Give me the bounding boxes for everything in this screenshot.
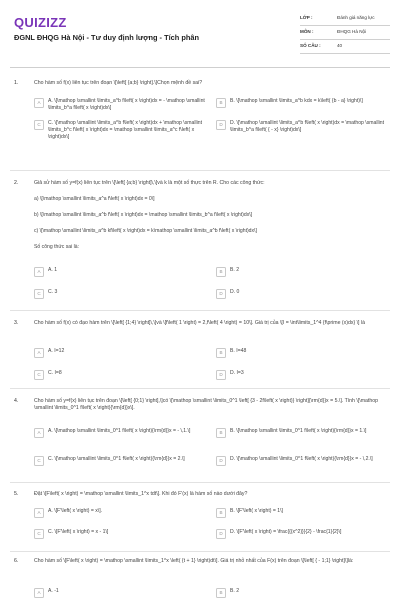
- option-a-box[interactable]: A: [34, 98, 44, 108]
- question-divider: [10, 551, 390, 552]
- question-text: Đặt \[F\left( x \right) = \mathop \smallint \limits_1^x tdt\]. Khi đó F'(x) là hàm số nào dưới đây?: [34, 491, 248, 497]
- exam-title: ĐGNL ĐHQG Hà Nội - Tư duy định lượng - Tích phân: [14, 33, 199, 42]
- question-number: 1.: [14, 80, 19, 86]
- header-divider: [10, 67, 390, 68]
- option-c-box[interactable]: C: [34, 370, 44, 380]
- option-b-box[interactable]: B: [216, 428, 226, 438]
- option-d-box[interactable]: D: [216, 529, 226, 539]
- option-c-box[interactable]: C: [34, 529, 44, 539]
- question-number: 3.: [14, 320, 19, 326]
- question-text: Cho hàm số f(x) liên tục trên đoạn \[\left[ {a;b} \right].\]Chọn mệnh đề sai?: [34, 80, 203, 86]
- option-c-box[interactable]: C: [34, 289, 44, 299]
- option-a-box[interactable]: A: [34, 267, 44, 277]
- option-d-box[interactable]: D: [216, 289, 226, 299]
- question-text: Cho hàm số f(x) có đạo hàm trên \[\left[ {1;4} \right]\,\]và \[f\left( 1 \right) = 2,f\left( 4 \right) = 10\]. Giá trị của \[I = \int\limits_1^4 {f\prime (x)dx} \] là: [34, 320, 365, 326]
- question-number: 4.: [14, 398, 19, 404]
- option-a-box[interactable]: A: [34, 348, 44, 358]
- option-c-box[interactable]: C: [34, 120, 44, 130]
- option-b-box[interactable]: B: [216, 508, 226, 518]
- exam-meta: [300, 12, 390, 54]
- question-number: 6.: [14, 558, 19, 564]
- statement-prompt: Số công thức sai là:: [34, 244, 80, 250]
- option-b-box[interactable]: B: [216, 348, 226, 358]
- statement-b: b) \[\mathop \smallint \limits_a^b f\left( x \right)dx = \mathop \smallint \limits_b^a f\left( x \right)dx\]: [34, 212, 253, 218]
- question-divider: [10, 482, 390, 483]
- statement-c: c) \[\mathop \smallint \limits_a^b kf\left( x \right)dx = k\mathop \smallint \limits_a^b f\left( x \right)dx\]: [34, 228, 257, 234]
- option-c-box[interactable]: C: [34, 456, 44, 466]
- question-divider: [10, 388, 390, 389]
- meta-count: SỐ CÂU : 40: [300, 40, 390, 54]
- header: [0, 0, 400, 70]
- option-d-box[interactable]: D: [216, 456, 226, 466]
- option-d-box[interactable]: D: [216, 370, 226, 380]
- meta-subject: MÔN : ĐHQG Hà Nội: [300, 26, 390, 40]
- option-a-box[interactable]: A: [34, 588, 44, 598]
- statement-a: a) \[\mathop \smallint \limits_a^a f\left( x \right)dx = 0\]: [34, 196, 155, 202]
- option-b-box[interactable]: B: [216, 588, 226, 598]
- option-a-box[interactable]: A: [34, 508, 44, 518]
- question-divider: [10, 170, 390, 171]
- meta-class: LỚP : Đánh giá năng lực: [300, 12, 390, 26]
- question-text: Cho hàm số y=f(x) liên tục trên đoạn \[\left[ {0;1} \right],\]có \[\mathop \smallint \limits_0^1 \left[ {3 - 2f\left( x \right)} \right]{\rm{d}}x = 5.\]. Tính \[\mathop \smallint \limits_0^1 f\left( x \right){\rm{d}}x\].: [34, 398, 379, 412]
- option-b-box[interactable]: B: [216, 98, 226, 108]
- question-divider: [10, 310, 390, 311]
- option-d-box[interactable]: D: [216, 120, 226, 130]
- question-text: Cho hàm số \[F\left( x \right) = \mathop \smallint \limits_1^x \left( {t + 1} \right)dt\]. Giá trị nhỏ nhất của F(x) trên đoạn \[\left[ { - 1;1} \right]\]là:: [34, 558, 354, 564]
- quizizz-logo: QUIZIZZ: [14, 15, 67, 30]
- option-a-box[interactable]: A: [34, 428, 44, 438]
- question-number: 2.: [14, 180, 19, 186]
- question-number: 5.: [14, 491, 19, 497]
- option-b-box[interactable]: B: [216, 267, 226, 277]
- question-text: Giả sử hàm số y=f(x) liên tục trên \[\left[ {a;b} \right]\,\]và k là một số thực trên R. Cho các công thức:: [34, 180, 265, 186]
